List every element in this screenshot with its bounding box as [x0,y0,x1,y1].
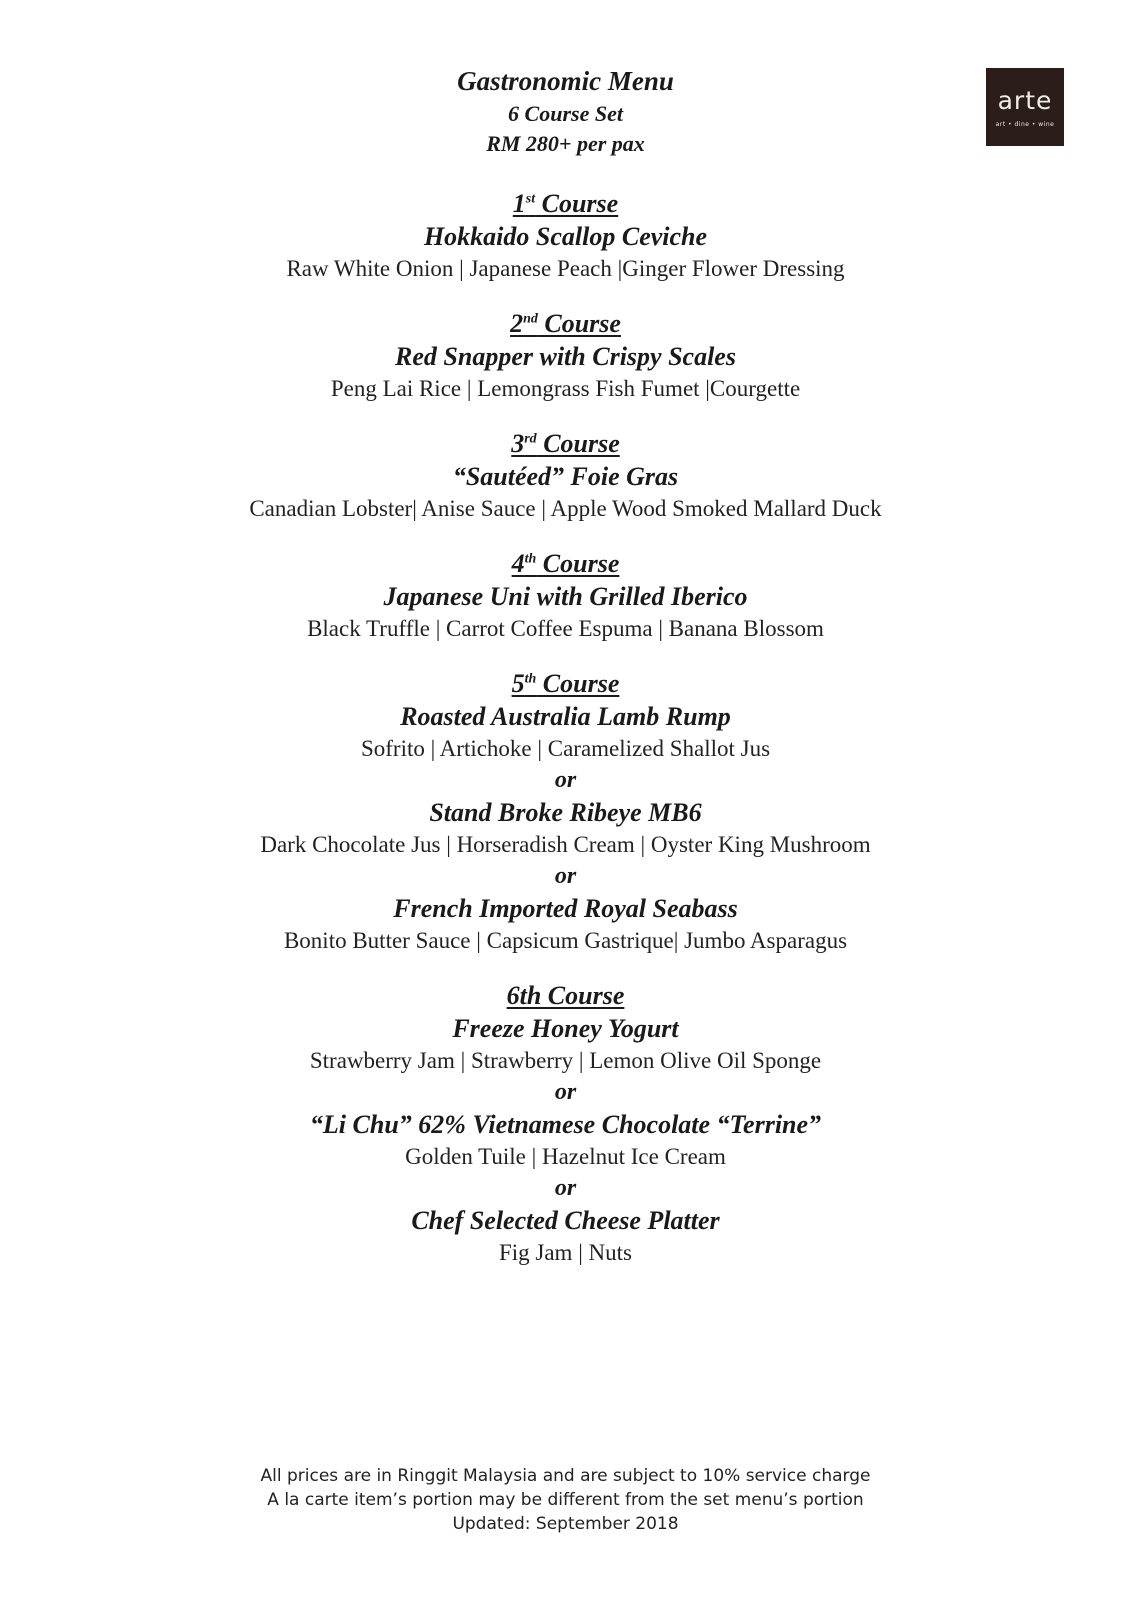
course-list [0,188,1131,1292]
course-ordinal-suffix: nd [523,311,538,327]
course-number: 3 [511,429,525,458]
dish-name: Chef Selected Cheese Platter [411,1206,720,1235]
dish-description: Strawberry Jam | Strawberry | Lemon Olive Oil Sponge [309,1048,822,1073]
dish-name: Roasted Australia Lamb Rump [400,702,731,731]
course-number: 4 [511,549,525,578]
footer-service-charge: All prices are in Ringgit Malaysia and are subject to 10% service charge [260,1466,871,1486]
course-heading [0,188,1131,220]
dish-description: Fig Jam | Nuts [498,1240,633,1265]
course-section [0,668,1131,957]
or-separator: or [554,1079,577,1105]
or-separator: or [554,1175,577,1201]
course-section [0,428,1131,525]
or-separator: or [554,767,577,793]
dish-description: Sofrito | Artichoke | Caramelized Shallot Jus [360,736,771,761]
course-ordinal-suffix: th [524,551,537,567]
menu-subtitle: 6 Course Set [508,101,623,126]
dish-name: Hokkaido Scallop Ceviche [423,222,708,251]
dish-description: Raw White Onion | Japanese Peach |Ginger Flower Dressing [286,256,845,281]
dish-description: Black Truffle | Carrot Coffee Espuma | Banana Blossom [307,616,824,641]
dish-name: Red Snapper with Crispy Scales [395,342,736,371]
course-ordinal-suffix: th [524,671,537,687]
course-section [0,980,1131,1269]
dish-name: French Imported Royal Seabass [393,894,738,923]
footer-updated: Updated: September 2018 [452,1514,679,1534]
dish-description: Peng Lai Rice | Lemongrass Fish Fumet |Courgette [330,376,801,401]
course-section [0,188,1131,285]
course-label: Course [537,309,621,338]
menu-price: RM 280+ per pax [486,131,645,156]
course-heading [0,548,1131,580]
menu-title: Gastronomic Menu [457,66,674,96]
course-label: Course [535,189,619,218]
course-number: 2 [510,309,524,338]
dish-description: Dark Chocolate Jus | Horseradish Cream | Oyster King Mushroom [260,832,871,857]
dish-description: Canadian Lobster| Anise Sauce | Apple Wood Smoked Mallard Duck [249,496,882,521]
course-number: 1 [512,189,526,218]
course-number: 6th Course [506,981,625,1010]
dish-description: Bonito Butter Sauce | Capsicum Gastrique| Jumbo Asparagus [283,928,848,953]
logo-tagline: art • dine • wine [995,121,1055,128]
course-ordinal-suffix: rd [524,431,537,447]
dish-name: Stand Broke Ribeye MB6 [429,798,702,827]
dish-name: “Li Chu” 62% Vietnamese Chocolate “Terrine” [309,1110,822,1139]
or-separator: or [554,863,577,889]
course-label: Course [536,549,620,578]
course-heading [0,308,1131,340]
dish-description: Golden Tuile | Hazelnut Ice Cream [405,1144,726,1169]
course-section [0,308,1131,405]
course-heading [0,980,1131,1012]
course-label: Course [536,669,620,698]
course-number: 5 [511,669,525,698]
dish-name: “Sautéed” Foie Gras [452,462,679,491]
dish-name: Japanese Uni with Grilled Iberico [383,582,748,611]
course-heading [0,428,1131,460]
course-ordinal-suffix: st [525,191,536,207]
dish-name: Freeze Honey Yogurt [452,1014,679,1043]
footer-portion-note: A la carte item’s portion may be different from the set menu’s portion [267,1490,864,1510]
course-heading [0,668,1131,700]
course-section [0,548,1131,645]
footer-notes [0,1464,1131,1536]
logo-wordmark: arte [997,86,1053,115]
course-label: Course [536,429,620,458]
